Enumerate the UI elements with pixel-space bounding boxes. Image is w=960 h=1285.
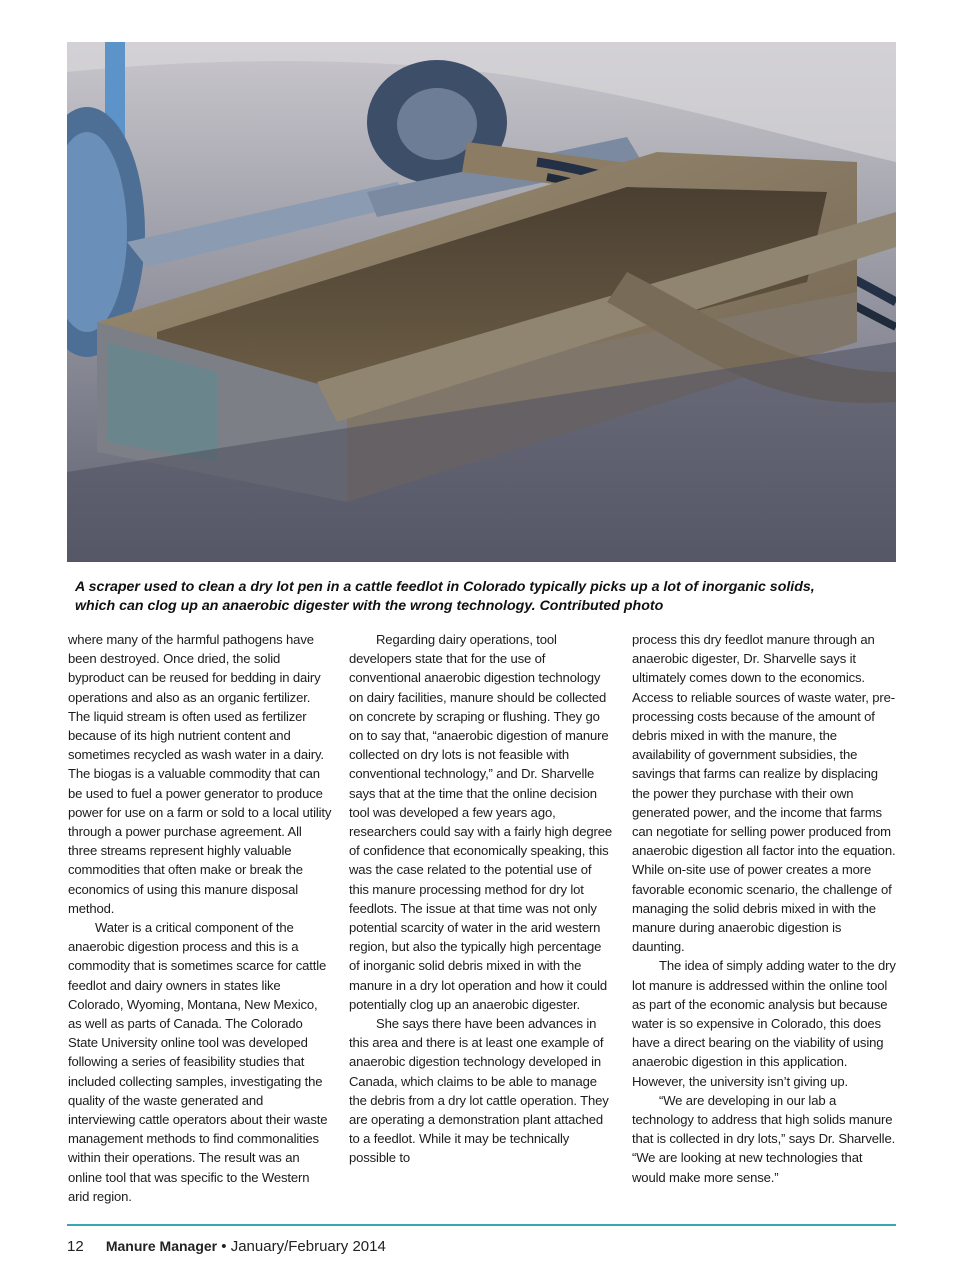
photo-caption bbox=[75, 578, 895, 616]
article-column-1 bbox=[68, 630, 333, 1206]
page-number: 12 bbox=[67, 1238, 84, 1255]
paragraph: The idea of simply adding water to the dry lot manure is addressed within the online tool as part of the economic analysis but because water is so expensive in Colorado, this does have a direct bearing on the viability of using anaerobic digestion in this application. However, the university isn’t giving up. bbox=[632, 958, 896, 1089]
paragraph: process this dry feedlot manure through an anaerobic digester, Dr. Sharvelle says it ultimately comes down to the economics. Access to reliable sources of waste water, pre-processing costs because of the amount of debris mixed in with the manure, the availability of government subsidies, the savings that farms can realize by displacing the power they purchase with their own generated power, and the income that farms can negotiate for selling power produced from anaerobic digestion all factor into the equation. While on-site use of power creates a more favorable economic scenario, the challenge of managing the solid debris mixed in with the manure during anaerobic digestion is daunting. bbox=[632, 632, 896, 955]
paragraph: She says there have been advances in this area and there is at least one example of anaerobic digestion technology developed in Canada, which claims to be able to manage the debris from a dry lot cattle operation. They are operating a demonstration plant attached to a feedlot. While it may be technically possible to bbox=[349, 1016, 609, 1166]
paragraph: Regarding dairy operations, tool developers state that for the use of conventional anaerobic digestion technology on dairy facilities, manure should be collected on concrete by scraping or flushing. They go on to say that, “anaerobic digestion of manure collected on dry lots is not feasible with conventional technology,” and Dr. Sharvelle says that at the time that the online decision tool was developed a few years ago, researchers could say with a fairly high degree of confidence that economically speaking, this was the case related to the potential use of this manure processing method for dry lot feedlots. The issue at that time was not only potential scarcity of water in the arid western region, but also the typically high percentage of inorganic solid debris mixed in with the manure in a dry lot operation and how it could potentially clog up an anaerobic digester. bbox=[349, 632, 612, 1012]
paragraph: “We are developing in our lab a technology to address that high solids manure that is collected in dry lots,” says Dr. Sharvelle. “We are looking at new technologies that would make more sense.” bbox=[632, 1092, 896, 1185]
issue-date: January/February 2014 bbox=[230, 1238, 386, 1255]
article-column-3 bbox=[632, 630, 897, 1187]
scraper-photo bbox=[67, 42, 896, 562]
footer-separator: • bbox=[221, 1238, 227, 1255]
caption-line-2: which can clog up an anaerobic digester with the wrong technology. Contributed photo bbox=[75, 598, 664, 614]
magazine-name: Manure Manager bbox=[105, 1238, 218, 1254]
paragraph: where many of the harmful pathogens have been destroyed. Once dried, the solid byproduct can be reused for bedding in dairy operations and also as an organic fertilizer. The liquid stream is often used as fertilizer because of its high nutrient content and sometimes recycled as wash water in a dairy. The biogas is a valuable commodity that can be used to fuel a power generator to produce power for use on a farm or sold to a local utility through a power purchase agreement. All three streams represent highly valuable commodities that often make or break the economics of using this manure disposal method. bbox=[68, 632, 332, 916]
paragraph: Water is a critical component of the anaerobic digestion process and this is a commodity that is sometimes scarce for cattle feedlot and dairy owners in states like Colorado, Wyoming, Montana, New Mexico, as well as parts of Canada. The Colorado State University online tool was developed following a series of feasibility studies that included collecting samples, investigating the quality of the waste generated and interviewing cattle operators about their waste management methods to find commonalities within their operations. The result was an online tool that was specific to the Western arid region. bbox=[68, 920, 328, 1204]
caption-line-1: A scraper used to clean a dry lot pen in a cattle feedlot in Colorado typically picks up a lot of inorganic solids, bbox=[75, 579, 815, 595]
article-column-2 bbox=[349, 630, 614, 1168]
footer-divider bbox=[67, 1224, 896, 1226]
page-footer bbox=[67, 1238, 386, 1255]
